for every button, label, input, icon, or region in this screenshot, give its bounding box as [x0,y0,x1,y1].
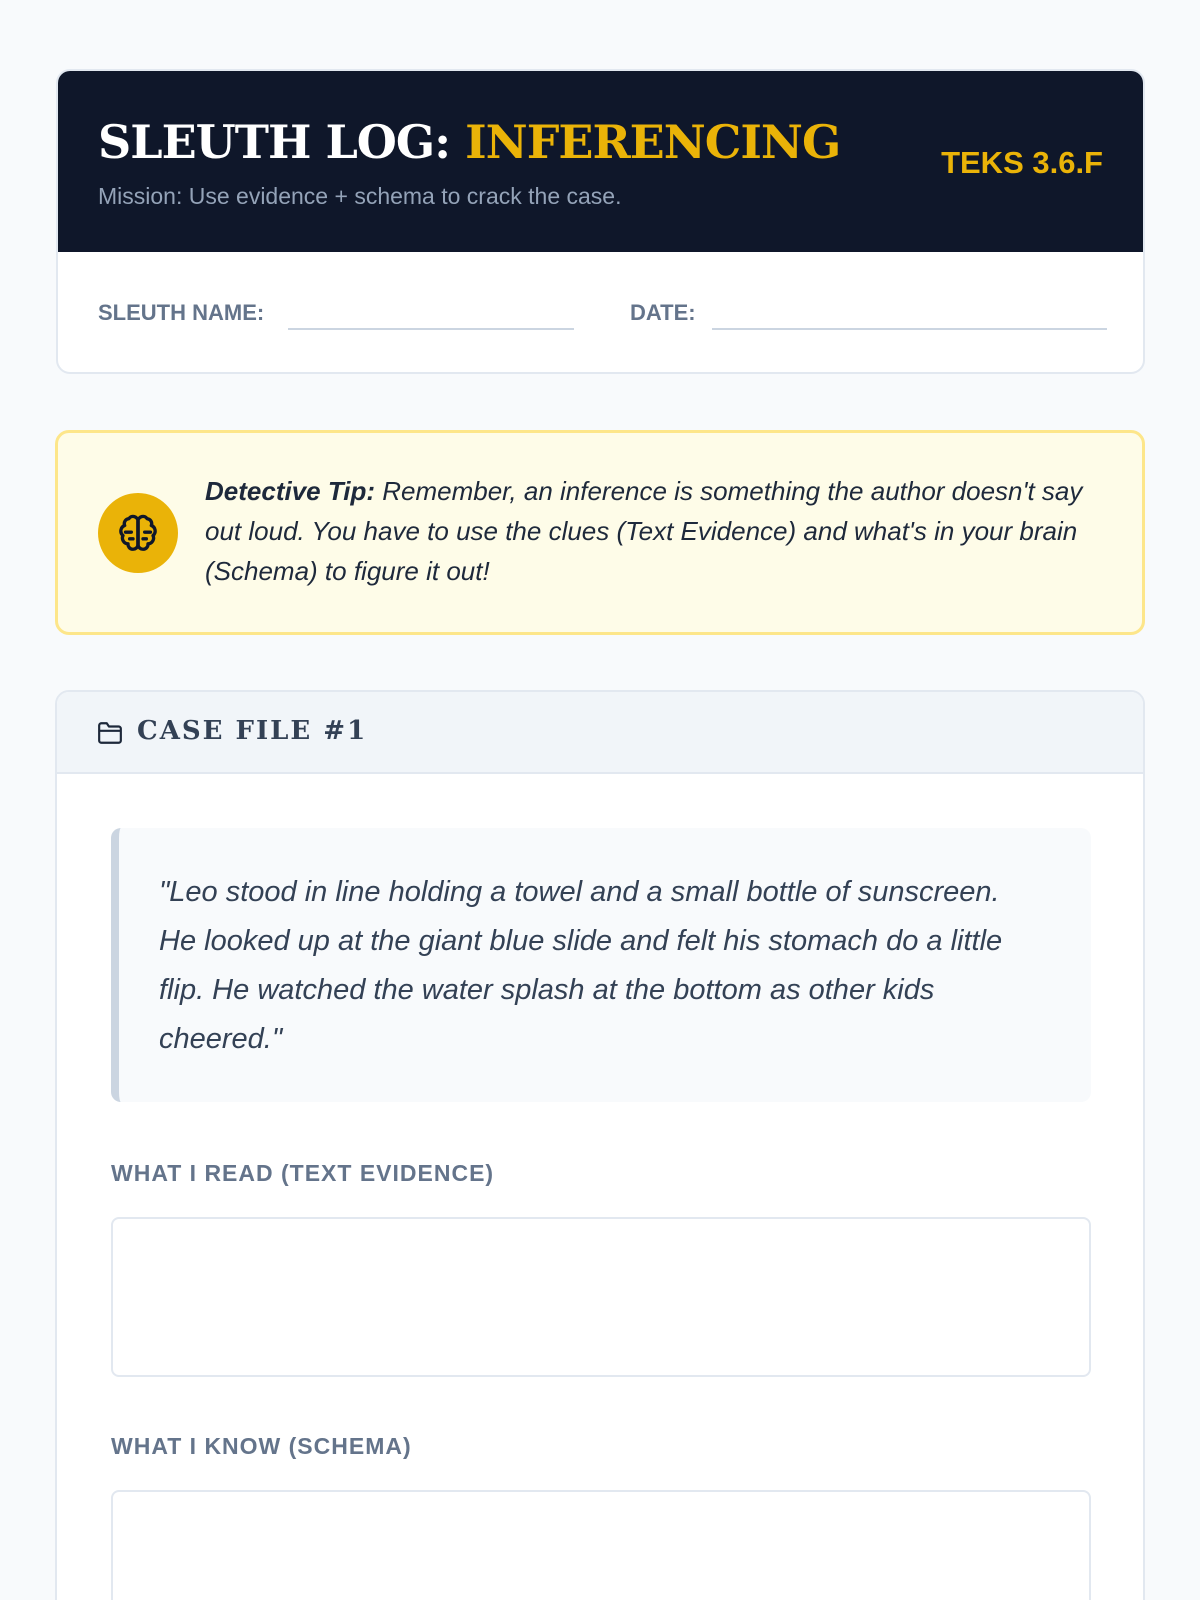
schema-label: WHAT I KNOW (SCHEMA) [111,1433,412,1459]
mission-subtitle: Mission: Use evidence + schema to crack the case. [98,183,622,209]
schema-input[interactable] [111,1490,1091,1600]
date-input[interactable] [712,294,1107,330]
header-band [58,71,1143,252]
brain-icon [98,493,178,573]
title-main: SLEUTH LOG: [98,115,451,169]
text-evidence-label: WHAT I READ (TEXT EVIDENCE) [111,1160,495,1186]
sleuth-name-label: SLEUTH NAME: [98,300,265,325]
tip-label: Detective Tip: [205,476,376,506]
folder-icon [97,721,123,750]
header-card [56,69,1145,374]
case-file-card [55,690,1145,1600]
title-accent: INFERENCING [465,115,841,169]
case-passage: "Leo stood in line holding a towel and a small bottle of sunscreen. He looked up at the giant blue slide and felt his stomach do a little flip. He watched the water splash at the bottom as other kids cheered." [111,828,1091,1102]
case-file-title: CASE FILE #1 [137,716,368,746]
sleuth-name-input[interactable] [288,294,574,330]
standard-badge: TEKS 3.6.F [941,145,1103,180]
tip-text [205,471,1085,591]
tip-body: Remember, an inference is something the author doesn't say out loud. You have to use the clues (Text Evidence) and what's in your brain (Schema) to figure it out! [205,476,1083,586]
page-title [98,115,840,169]
student-fields [58,252,1143,374]
case-file-header [57,692,1143,774]
date-label: DATE: [630,300,696,325]
text-evidence-input[interactable] [111,1217,1091,1377]
detective-tip [55,430,1145,635]
